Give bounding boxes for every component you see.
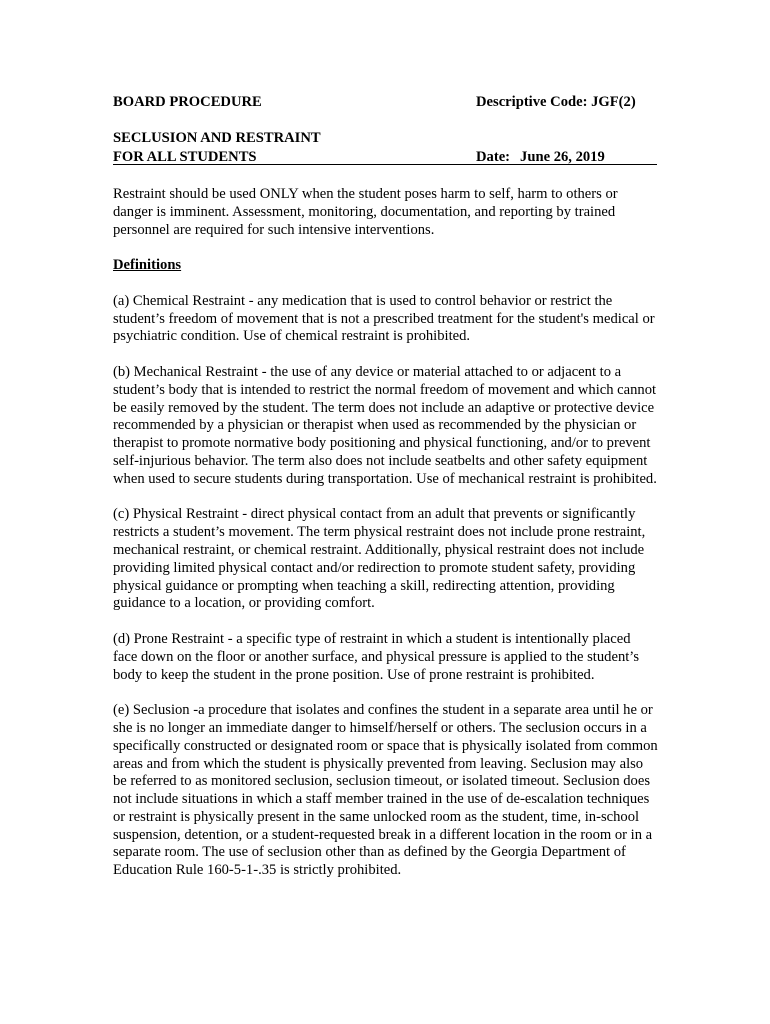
definitions-heading: Definitions — [113, 257, 182, 274]
header-divider — [113, 164, 657, 165]
definition-chemical-restraint: (a) Chemical Restraint - any medication that is used to control behavior or restrict the student’s freedom of movement that is not a prescribed treatment for the student's medical or psychiatric condition. Use of chemical restraint is prohibited. — [113, 292, 655, 345]
definition-physical-restraint: (c) Physical Restraint - direct physical contact from an adult that prevents or significantly restricts a student’s movement. The term physical restraint does not include prone restraint, mechanical restraint, or chemical restraint. Additionally, physical restraint does not include providing limited physical contact and/or redirection to promote student safety, providing physical guidance or prompting when teaching a skill, redirecting attention, providing guidance to a location, or providing comfort. — [113, 506, 646, 612]
definition-seclusion: (e) Seclusion -a procedure that isolates and confines the student in a separate area until he or she is no longer an immediate danger to himself/herself or others. The seclusion occurs in a specifically constructed or designated room or space that is physically isolated from common areas and from which the student is physically prevented from leaving. Seclusion may also be referred to as monitored seclusion, seclusion timeout, or isolated timeout. Seclusion does not include situations in which a staff member trained in the use of de-escalation techniques or restraint is physically present in the same unlocked room as the student, time, in-school suspension, detention, or a student-requested break in a different location in the room or in a separate room. The use of seclusion other than as defined by the Georgia Department of Education Rule 160-5-1-.35 is strictly prohibited. — [113, 702, 658, 879]
descriptive-code: Descriptive Code: JGF(2) — [476, 94, 636, 110]
intro-paragraph: Restraint should be used ONLY when the student poses harm to self, harm to others or danger is imminent. Assessment, monitoring, documentation, and reporting by trained personnel are required for such intensive interventions. — [113, 186, 618, 238]
date-value: June 26, 2019 — [520, 149, 605, 165]
definition-prone-restraint: (d) Prone Restraint - a specific type of restraint in which a student is intentionally placed face down on the floor or another surface, and physical pressure is applied to the student’s body to keep the student in the prone position. Use of prone restraint is prohibited. — [113, 630, 640, 683]
document-title-line-2: FOR ALL STUDENTS — [113, 149, 257, 165]
document-header — [113, 92, 657, 113]
document-title-block — [113, 129, 657, 169]
document-body — [113, 186, 658, 898]
board-procedure-label: BOARD PROCEDURE — [113, 94, 262, 110]
definition-mechanical-restraint: (b) Mechanical Restraint - the use of any device or material attached to or adjacent to a student’s body that is intended to restrict the normal freedom of movement and which cannot be easily removed by the student. The term does not include an adaptive or protective device recommended by a physician or therapist when used as recommended by the physician or therapist to promote normative body positioning and physical functioning, and/or to prevent self-injurious behavior. The term also does not include seatbelts and other safety equipment when used to secure students during transportation. Use of mechanical restraint is prohibited. — [113, 363, 657, 487]
date-label: Date: — [476, 149, 511, 165]
document-page — [113, 92, 658, 879]
document-title-line-1: SECLUSION AND RESTRAINT — [113, 130, 321, 146]
